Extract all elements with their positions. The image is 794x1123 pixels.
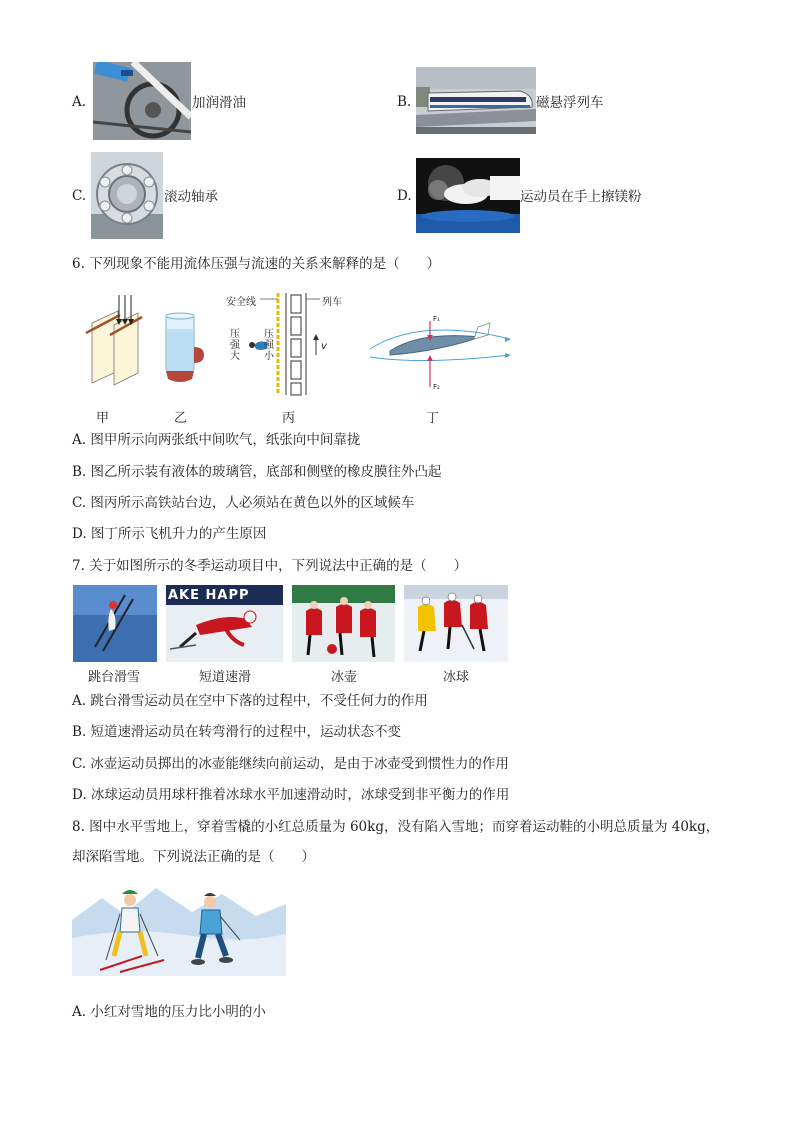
safety-line-label: 安全线 xyxy=(226,297,256,308)
option-letter: C. xyxy=(72,188,87,204)
q6-figure xyxy=(80,285,520,425)
train-label: 列车 xyxy=(322,297,342,308)
chalk-hands-photo xyxy=(416,158,520,233)
force-f1-label: F₁ xyxy=(433,315,440,323)
q6-option-b: B. 图乙所示装有液体的玻璃管，底部和侧壁的橡皮膜往外凸起 xyxy=(72,464,442,480)
question-8-stem-line2: 却深陷雪地。下列说法正确的是（ ） xyxy=(72,849,315,865)
caption-yi: 乙 xyxy=(174,411,188,425)
option-text: 磁悬浮列车 xyxy=(536,95,604,111)
q7-option-c: C. 冰壶运动员掷出的冰壶能继续向前运动，是由于冰壶受到惯性力的作用 xyxy=(72,756,509,772)
q7-option-a: A. 跳台滑雪运动员在空中下落的过程中，不受任何力的作用 xyxy=(72,693,428,709)
q7-option-d: D. 冰球运动员用球杆推着冰球水平加速滑动时，冰球受到非平衡力的作用 xyxy=(72,787,510,803)
caption-short-track: 短道速滑 xyxy=(199,670,252,685)
force-f2-label: F₂ xyxy=(433,383,440,391)
q6-option-d: D. 图丁所示飞机升力的产生原因 xyxy=(72,526,267,542)
caption-ice-hockey: 冰球 xyxy=(443,670,470,685)
caption-curling: 冰壶 xyxy=(331,670,358,685)
photo-banner-text: AKE HAPP xyxy=(168,588,250,603)
pressure-large-label: 压 强 大 xyxy=(230,329,240,362)
option-text: 加润滑油 xyxy=(192,95,246,111)
snow-skiers-illustration xyxy=(72,880,286,976)
ice-hockey-photo xyxy=(404,585,508,662)
option-text: 滚动轴承 xyxy=(164,189,218,205)
option-letter: B. xyxy=(397,94,412,110)
pressure-small-label: 压 强 小 xyxy=(264,329,274,362)
bicycle-chain-oil-photo xyxy=(93,62,191,140)
question-8-stem-line1: 8. 图中水平雪地上，穿着雪橇的小红总质量为 60kg，没有陷入雪地；而穿着运动鞋的小明总质量为 40kg， xyxy=(72,819,720,835)
airplane-wing-drawing xyxy=(370,321,511,387)
option-text: 运动员在手上擦镁粉 xyxy=(520,189,642,205)
question-6-stem: 6. 下列现象不能用流体压强与流速的关系来解释的是（ ） xyxy=(72,256,441,272)
short-track-photo xyxy=(166,585,283,662)
platform-train-drawing xyxy=(249,293,320,395)
ball-bearing-photo xyxy=(91,152,163,239)
maglev-train-photo xyxy=(416,67,536,134)
q6-option-c: C. 图丙所示高铁站台边，人必须站在黄色以外的区域候车 xyxy=(72,495,415,511)
caption-bing: 丙 xyxy=(282,411,296,425)
caption-ding: 丁 xyxy=(426,411,440,425)
question-7-stem: 7. 关于如图所示的冬季运动项目中，下列说法中正确的是（ ） xyxy=(72,558,468,574)
q7-option-b: B. 短道速滑运动员在转弯滑行的过程中，运动状态不变 xyxy=(72,724,402,740)
glass-tube-drawing xyxy=(166,313,204,382)
q6-option-a: A. 图甲所示向两张纸中间吹气，纸张向中间靠拢 xyxy=(72,432,361,448)
paper-sheets-drawing xyxy=(86,295,142,385)
option-letter: A. xyxy=(72,94,87,110)
velocity-label: v xyxy=(321,341,327,352)
ski-jumping-photo xyxy=(73,585,157,662)
q8-option-a: A. 小红对雪地的压力比小明的小 xyxy=(72,1004,266,1020)
curling-photo xyxy=(292,585,395,662)
caption-ski-jumping: 跳台滑雪 xyxy=(88,670,141,685)
caption-jia: 甲 xyxy=(96,411,110,425)
option-letter: D. xyxy=(397,188,412,204)
